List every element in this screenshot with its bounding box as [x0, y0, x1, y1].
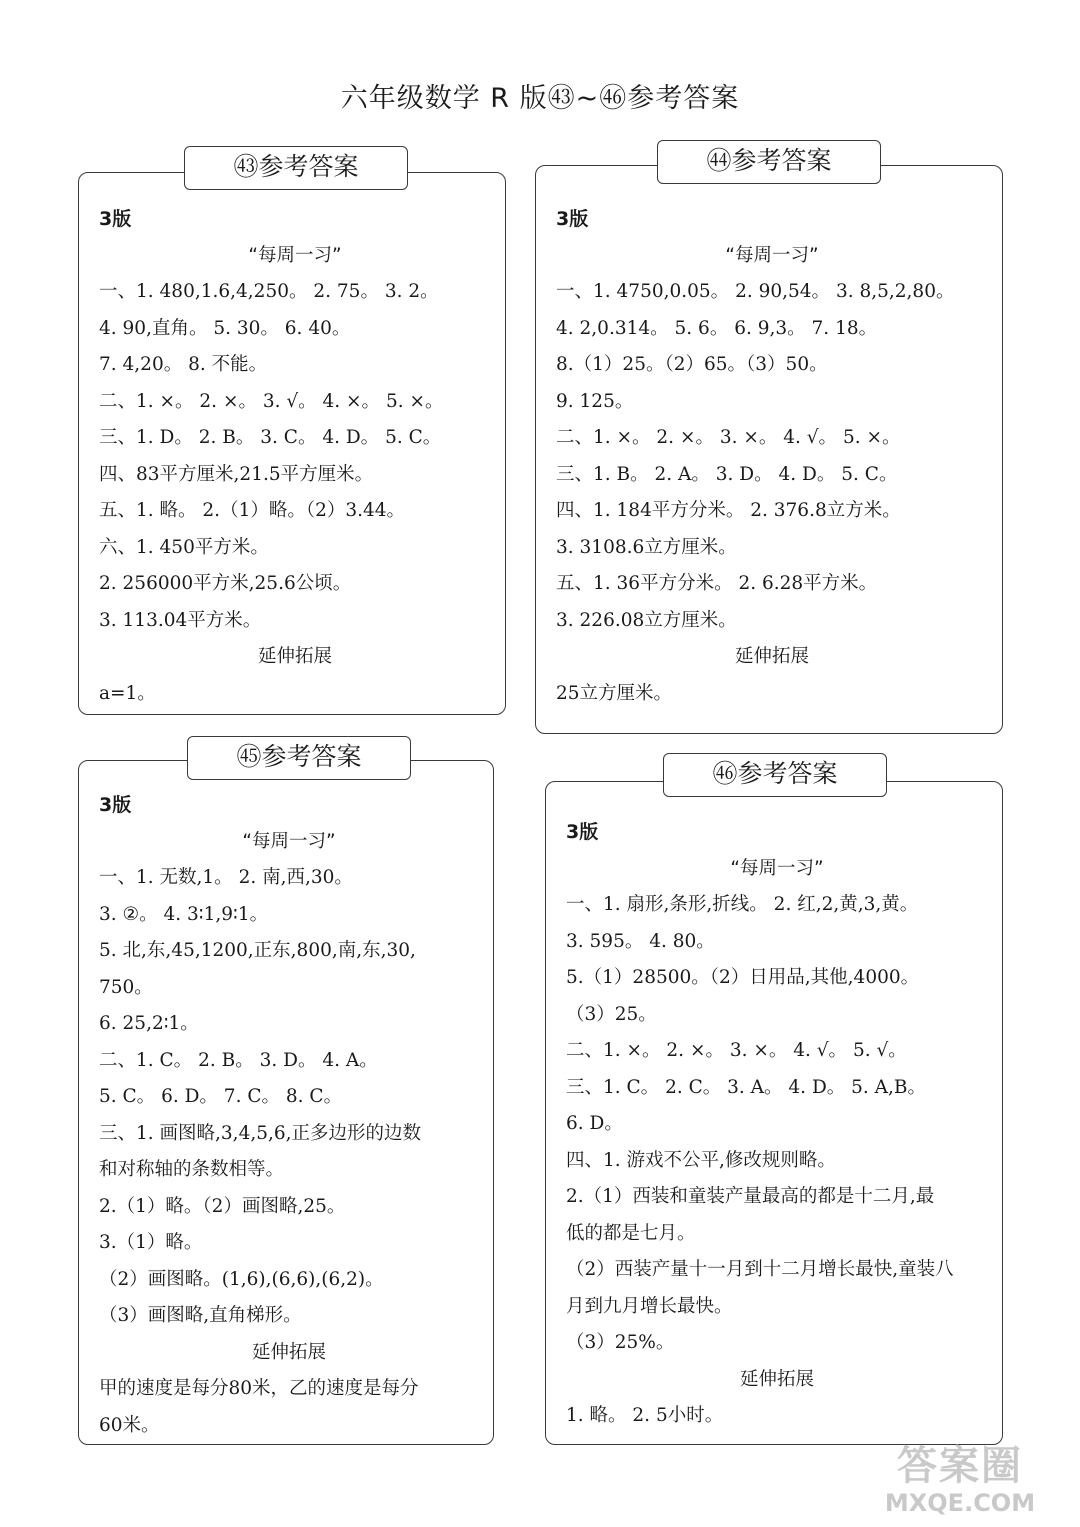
answer-line: 二、1. ×。 2. ×。 3. √。 4. ×。 5. ×。 [99, 390, 444, 412]
section-subtitle: “每周一习” [725, 244, 819, 266]
answer-content-44 [556, 201, 988, 712]
answer-line: 2. 256000平方米,25.6公顷。 [99, 573, 352, 594]
answer-line: 5. 北,东,45,1200,正东,800,南,东,30, [99, 940, 416, 961]
section-subtitle: “每周一习” [248, 244, 342, 266]
answer-line: 四、83平方厘米,21.5平方厘米。 [99, 463, 374, 485]
answer-line: 3. 113.04平方米。 [99, 609, 262, 631]
answer-line: 月到九月增长最快。 [566, 1295, 733, 1317]
answer-line: 7. 4,20。 8. 不能。 [99, 354, 268, 375]
answer-line: 一、1. 480,1.6,4,250。 2. 75。 3. 2。 [99, 281, 439, 302]
answer-line: 四、1. 184平方分米。 2. 376.8立方米。 [556, 500, 901, 521]
answer-line: 五、1. 36平方分米。 2. 6.28平方米。 [556, 573, 878, 594]
answer-content-46 [566, 814, 988, 1435]
answer-line: 低的都是七月。 [566, 1222, 696, 1244]
answer-line: （2）画图略。(1,6),(6,6),(6,2)。 [99, 1268, 384, 1290]
answer-line: 3. ②。 4. 3∶1,9∶1。 [99, 903, 269, 925]
answer-line: 6. D。 [566, 1113, 623, 1134]
answer-line: 和对称轴的条数相等。 [99, 1159, 285, 1180]
answer-line: 三、1. 画图略,3,4,5,6,正多边形的边数 [99, 1122, 422, 1144]
answer-line: （3）25。 [566, 1003, 657, 1025]
edition-label: 3版 [566, 821, 599, 843]
section-subtitle: “每周一习” [242, 830, 336, 852]
answer-line: 3. 3108.6立方厘米。 [556, 536, 737, 558]
answer-line: 3. 226.08立方厘米。 [556, 609, 737, 631]
answer-box-45 [78, 760, 494, 1445]
answer-line: 三、1. C。 2. C。 3. A。 4. D。 5. A,B。 [566, 1076, 927, 1098]
extension-heading: 延伸拓展 [257, 646, 332, 667]
watermark-logo: 答案圈 [897, 1443, 1023, 1489]
answer-line: 3.（1）略。 [99, 1232, 203, 1253]
watermark-url: MXQE.COM [884, 1489, 1036, 1517]
answer-box-46 [545, 781, 1003, 1445]
answer-box-title-46: ㊻参考答案 [663, 753, 887, 797]
answer-box-43 [78, 172, 506, 715]
answer-line: 一、1. 4750,0.05。 2. 90,54。 3. 8,5,2,80。 [556, 281, 955, 302]
answer-line: 1. 略。 2. 5小时。 [566, 1405, 724, 1426]
watermark [870, 1443, 1050, 1523]
answer-line: 9. 125。 [556, 390, 634, 412]
answer-line: 二、1. C。 2. B。 3. D。 4. A。 [99, 1049, 378, 1071]
answer-line: 25立方厘米。 [556, 682, 673, 704]
answer-line: 二、1. ×。 2. ×。 3. ×。 4. √。 5. ×。 [556, 427, 901, 448]
edition-label: 3版 [556, 208, 589, 230]
answer-content-43 [99, 201, 491, 712]
extension-heading: 延伸拓展 [739, 1368, 814, 1390]
answer-line: 一、1. 无数,1。 2. 南,西,30。 [99, 867, 353, 888]
answer-line: 2.（1）略。（2）画图略,25。 [99, 1195, 346, 1217]
extension-heading: 延伸拓展 [734, 646, 809, 667]
edition-label: 3版 [99, 794, 132, 816]
answer-content-45 [99, 787, 479, 1444]
answer-box-44 [535, 165, 1003, 734]
answer-line: a=1。 [99, 682, 156, 704]
answer-line: 三、1. B。 2. A。 3. D。 4. D。 5. C。 [556, 463, 898, 485]
extension-heading: 延伸拓展 [251, 1341, 326, 1363]
edition-label: 3版 [99, 208, 132, 230]
answer-line: （2）西装产量十一月到十二月增长最快,童装八 [566, 1259, 954, 1280]
answer-line: 四、1. 游戏不公平,修改规则略。 [566, 1149, 836, 1171]
answer-line: 60米。 [99, 1414, 160, 1436]
answer-line: 一、1. 扇形,条形,折线。 2. 红,2,黄,3,黄。 [566, 894, 919, 915]
answer-line: 五、1. 略。 2.（1）略。（2）3.44。 [99, 500, 406, 521]
answer-line: 4. 2,0.314。 5. 6。 6. 9,3。 7. 18。 [556, 317, 878, 339]
answer-box-title-44: ㊹参考答案 [657, 140, 881, 184]
answer-line: 5.（1）28500。（2）日用品,其他,4000。 [566, 967, 920, 988]
answer-line: 6. 25,2∶1。 [99, 1013, 199, 1034]
answer-line: 2.（1）西装和童装产量最高的都是十二月,最 [566, 1186, 935, 1207]
answer-line: 8.（1）25。（2）65。（3）50。 [556, 354, 828, 375]
answer-line: 4. 90,直角。 5. 30。 6. 40。 [99, 317, 351, 339]
answer-line: 750。 [99, 976, 153, 998]
page-title: 六年级数学 R 版㊸~㊻参考答案 [340, 83, 740, 114]
answer-box-title-45: ㊺参考答案 [187, 736, 411, 780]
answer-line: 3. 595。 4. 80。 [566, 930, 715, 952]
answer-box-title-43: ㊸参考答案 [184, 146, 408, 190]
answer-line: （3）25%。 [566, 1332, 675, 1353]
section-subtitle: “每周一习” [730, 857, 824, 879]
answer-line: 甲的速度是每分80米，乙的速度是每分 [99, 1378, 419, 1399]
answer-line: 5. C。 6. D。 7. C。 8. C。 [99, 1086, 343, 1107]
answer-line: 二、1. ×。 2. ×。 3. ×。 4. √。 5. √。 [566, 1040, 907, 1061]
answer-line: 六、1. 450平方米。 [99, 536, 269, 558]
answer-line: 三、1. D。 2. B。 3. C。 4. D。 5. C。 [99, 427, 442, 448]
answer-line: （3）画图略,直角梯形。 [99, 1305, 302, 1326]
